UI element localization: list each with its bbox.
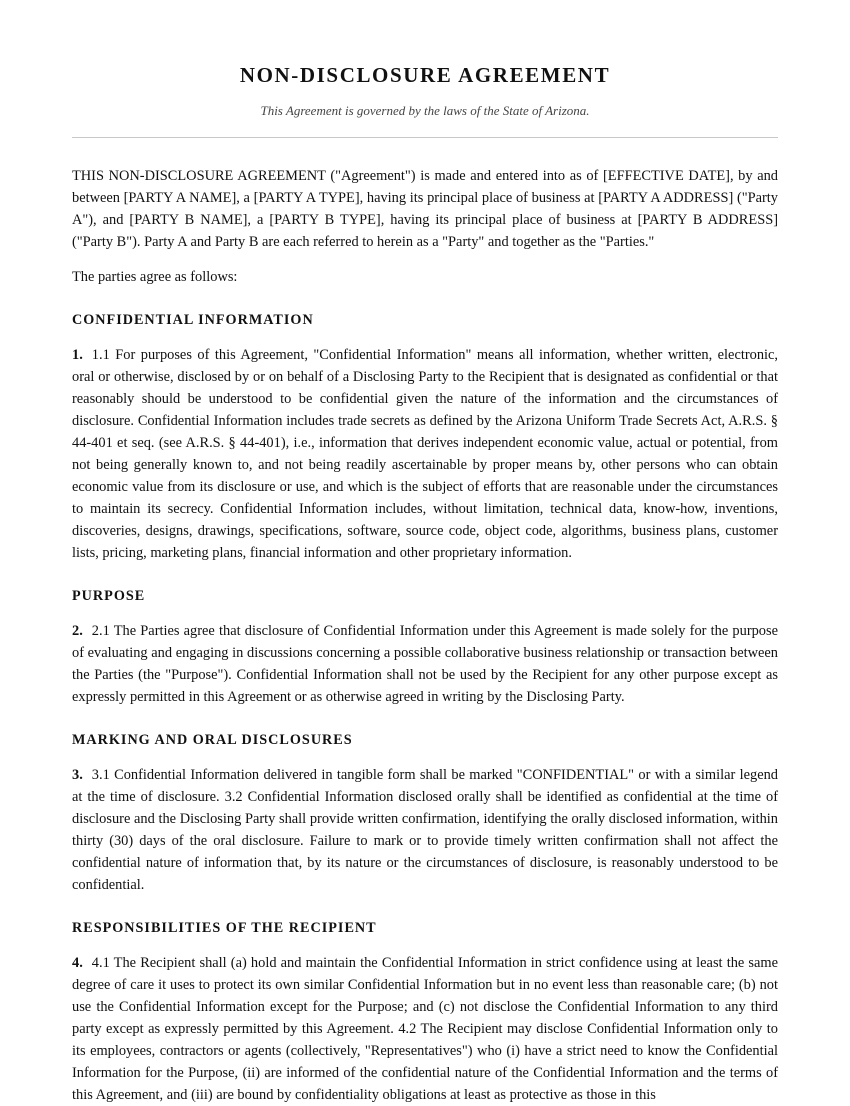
section-number: 1.	[72, 347, 83, 363]
governing-law-note: This Agreement is governed by the laws of the State of Arizona.	[260, 103, 590, 118]
section-number: 4.	[72, 955, 83, 971]
section-number: 3.	[72, 767, 83, 783]
section-confidential-information	[72, 309, 778, 564]
document-page	[72, 0, 778, 1106]
section-marking-and-oral-disclosures	[72, 729, 778, 896]
section-heading: MARKING AND ORAL DISCLOSURES	[72, 732, 353, 748]
section-text: 3.1 Confidential Information delivered in tangible form shall be marked "CONFIDENTIAL" or with a similar legend at the time of disclosure. 3.2 Confidential Information disclosed orally shall be identified as confidential at the time of disclosure and the Disclosing Party shall provide written confirmation, identifying the orally disclosed information, within thirty (30) days of the oral disclosure. Failure to mark or to provide timely written confirmation shall not affect the confidential nature of information that, by its nature or the circumstances of disclosure, is reasonably understood to be confidential.	[72, 767, 778, 893]
section-body	[72, 344, 778, 564]
section-number: 2.	[72, 623, 83, 639]
section-heading: RESPONSIBILITIES OF THE RECIPIENT	[72, 920, 377, 936]
document-title: NON-DISCLOSURE AGREEMENT	[239, 63, 611, 87]
section-heading: CONFIDENTIAL INFORMATION	[72, 312, 314, 328]
section-body	[72, 952, 778, 1106]
section-text: 1.1 For purposes of this Agreement, "Confidential Information" means all information, whether written, electronic, oral or otherwise, disclosed by or on behalf of a Disclosing Party to the Recipient that is designated as confidential or that reasonably should be understood to be confidential given the nature of the information and the circumstances of disclosure. Confidential Information includes trade secrets as defined by the Arizona Uniform Trade Secrets Act, A.R.S. § 44-401 et seq. (see A.R.S. § 44-401), i.e., information that derives independent economic value, actual or potential, from not being generally known to, and not being readily ascertainable by proper means by, other persons who can obtain economic value from its disclosure or use, and which is the subject of efforts that are reasonable under the circumstances to maintain its secrecy. Confidential Information includes, without limitation, technical data, know-how, inventions, discoveries, designs, drawings, specifications, software, source code, object code, algorithms, business plans, customer lists, pricing, marketing plans, financial information and other proprietary information.	[72, 347, 778, 561]
intro-paragraph: THIS NON-DISCLOSURE AGREEMENT ("Agreement") is made and entered into as of [EFFECTIVE DATE], by and between [PARTY A NAME], a [PARTY A TYPE], having its principal place of business at [PARTY A ADDRESS] ("Party A"), and [PARTY B NAME], a [PARTY B TYPE], having its principal place of business at [PARTY B ADDRESS] ("Party B"). Party A and Party B are each referred to herein as a "Party" and together as the "Parties."	[72, 168, 778, 250]
section-text: 4.1 The Recipient shall (a) hold and maintain the Confidential Information in strict confidence using at least the same degree of care it uses to protect its own similar Confidential Information but in no event less than reasonable care; (b) not use the Confidential Information except for the Purpose; and (c) not disclose the Confidential Information to any third party except as expressly permitted by this Agreement. 4.2 The Recipient may disclose Confidential Information only to its employees, contractors or agents (collectively, "Representatives") who (i) have a strict need to know the Confidential Information for the Purpose, (ii) are informed of the confidential nature of the Confidential Information and the terms of this Agreement, and (iii) are bound by confidentiality obligations at least as protective as those in this	[72, 955, 778, 1103]
title-divider	[72, 137, 778, 138]
section-text: 2.1 The Parties agree that disclosure of Confidential Information under this Agreement is made solely for the purpose of evaluating and engaging in discussions concerning a possible collaborative business relationship or transaction between the Parties (the "Purpose"). Confidential Information shall not be used by the Recipient for any other purpose except as expressly permitted in this Agreement or as otherwise agreed in writing by the Disclosing Party.	[72, 623, 778, 705]
section-heading: PURPOSE	[72, 588, 146, 604]
section-responsibilities-of-recipient	[72, 917, 778, 1106]
section-body	[72, 764, 778, 896]
agree-line: The parties agree as follows:	[72, 269, 238, 285]
section-body	[72, 620, 778, 708]
section-purpose	[72, 585, 778, 708]
